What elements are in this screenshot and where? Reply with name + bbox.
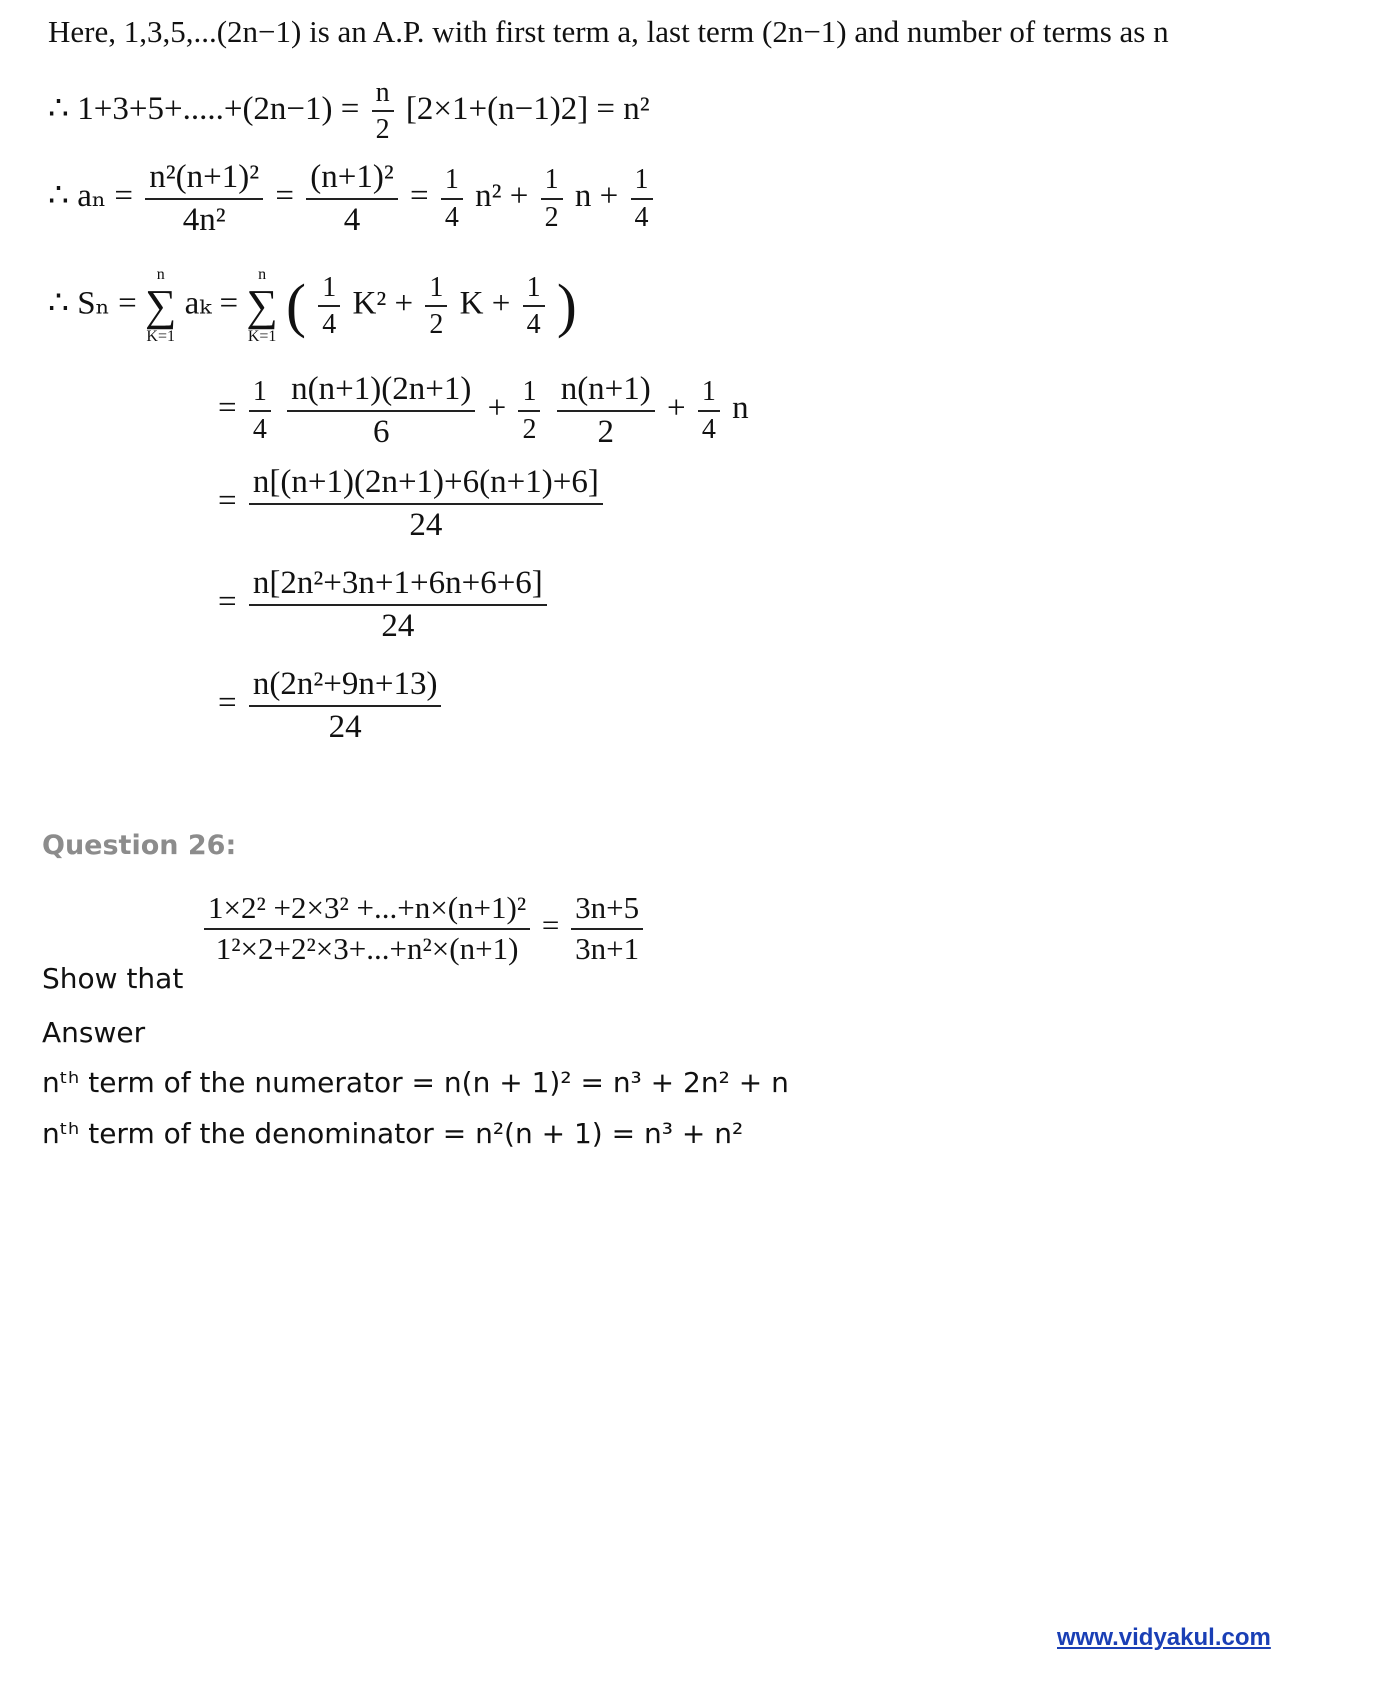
fraction: $\frac{\text{1×2² +2×3² +...+n×(n+1)²}}{\text{1²×2+2²×3+...+n²×(n+1)}}$ xyxy=(204,892,530,965)
fraction: $\frac{\text{n[2n²+3n+1+6n+6+6]}}{24}$ xyxy=(249,566,547,643)
show-that-label: Show that xyxy=(42,962,184,995)
fraction: $\frac{1}{4}$ xyxy=(441,165,463,232)
fraction: $\frac{n}{2}$ xyxy=(372,78,394,145)
fraction: $\frac{1}{4}$ xyxy=(698,377,720,444)
solution-line-7: = $\frac{\text{n[2n²+3n+1+6n+6+6]}}{24}$ xyxy=(218,566,551,643)
fraction: $\frac{n[(n+1)(2n+1)+6(n+1)+6]}{24}$ xyxy=(249,465,603,542)
sigma-2: n ∑ K=1 xyxy=(246,266,278,345)
solution-line-1: Here, 1,3,5,...(2n−1) is an A.P. with first term a, last term (2n−1) and number of terms as n xyxy=(48,14,1169,49)
fraction: $\frac{1}{4}$ xyxy=(318,273,340,340)
solution-line-4: ∴ Sₙ = n ∑ K=1 aₖ = n ∑ K=1 ( $\frac{1}{4}$ K² + $\frac{1}{2}$ K + $\frac{1}{4}$ ) xyxy=(48,266,577,345)
fraction: $\frac{\text{n(2n²+9n+13)}}{24}$ xyxy=(249,667,442,744)
fraction: $\frac{n(n+1)}{2}$ xyxy=(557,372,655,449)
fraction: $\frac{1}{2}$ xyxy=(425,273,447,340)
fraction: $\frac{1}{4}$ xyxy=(523,273,545,340)
fraction: $\frac{1}{4}$ xyxy=(631,165,653,232)
fraction: $\frac{\text{(n+1)²}}{4}$ xyxy=(306,160,397,237)
fraction: $\frac{1}{2}$ xyxy=(518,377,540,444)
question-equation: $\frac{\text{1×2² +2×3² +...+n×(n+1)²}}{\text{1²×2+2²×3+...+n²×(n+1)}}$ = $\frac{3n+5}{3n+1}$ xyxy=(200,892,647,965)
sigma-1: n ∑ K=1 xyxy=(145,266,177,345)
fraction: $\frac{1}{2}$ xyxy=(541,165,563,232)
question-heading: Question 26: xyxy=(42,830,237,861)
fraction: $\frac{3n+5}{3n+1}$ xyxy=(571,892,643,965)
solution-line-3: ∴ aₙ = $\frac{\text{n²(n+1)²}}{\text{4n²}}$ = $\frac{\text{(n+1)²}}{4}$ = $\frac{1}{4}$ n² + $\frac{1}{2}$ n + $\frac{1}{4}$ xyxy=(48,160,657,237)
sum-lhs: ∴ 1+3+5+.....+(2n−1) = xyxy=(48,90,360,127)
solution-line-8: = $\frac{\text{n(2n²+9n+13)}}{24}$ xyxy=(218,667,445,744)
nth-term-denominator: nᵗʰ term of the denominator = n²(n + 1) = n³ + n² xyxy=(42,1117,744,1150)
footer-link[interactable]: www.vidyakul.com xyxy=(1057,1624,1271,1651)
solution-line-2 xyxy=(48,78,650,145)
solution-line-6: = $\frac{n[(n+1)(2n+1)+6(n+1)+6]}{24}$ xyxy=(218,465,607,542)
fraction: $\frac{1}{4}$ xyxy=(249,377,271,444)
fraction: $\frac{n(n+1)(2n+1)}{6}$ xyxy=(287,372,475,449)
solution-line-5: = $\frac{1}{4}$ $\frac{n(n+1)(2n+1)}{6}$ + $\frac{1}{2}$ $\frac{n(n+1)}{2}$ + $\frac{1}{4}$ n xyxy=(218,371,749,450)
fraction: $\frac{\text{n²(n+1)²}}{\text{4n²}}$ xyxy=(145,160,263,237)
answer-label: Answer xyxy=(42,1016,146,1049)
nth-term-numerator: nᵗʰ term of the numerator = n(n + 1)² = n³ + 2n² + n xyxy=(42,1066,789,1099)
sum-rhs: [2×1+(n−1)2] = n² xyxy=(405,90,650,127)
